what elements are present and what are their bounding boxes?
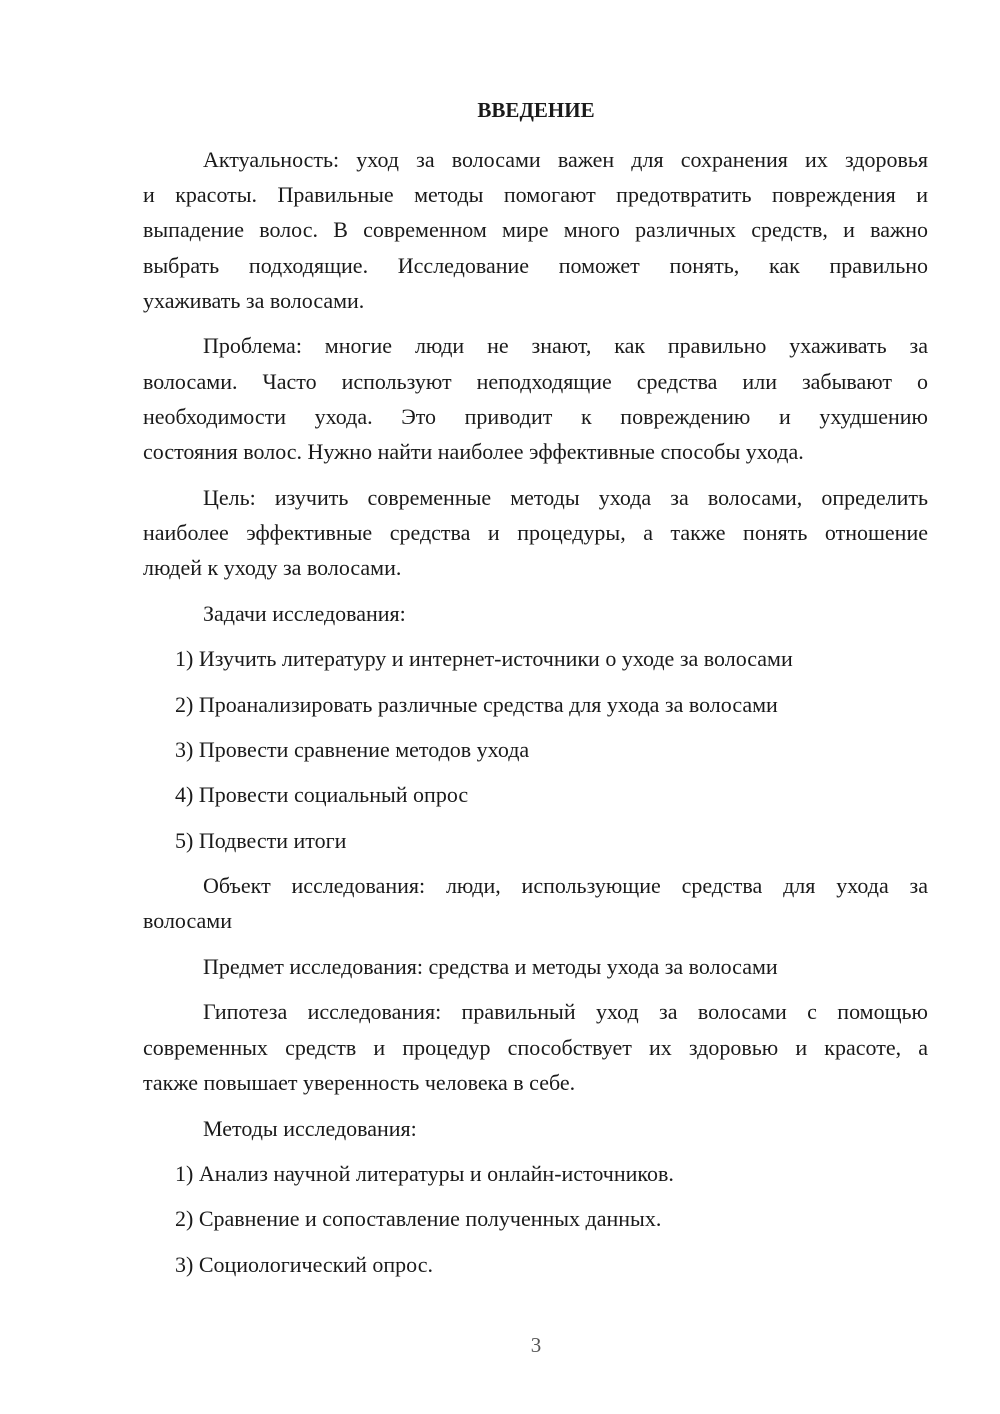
text-line: ухаживать за волосами. xyxy=(143,287,365,313)
problem-paragraph xyxy=(143,328,928,469)
task-item: 3) Провести сравнение методов ухода xyxy=(175,736,530,762)
text-line: волосами. Часто используют неподходящие средства или забывают о xyxy=(143,368,928,394)
goal-paragraph xyxy=(143,480,928,586)
method-item: 3) Социологический опрос. xyxy=(175,1251,433,1277)
text-line: Объект исследования: люди, использующие средства для ухода за xyxy=(203,873,928,899)
text-line: волосами xyxy=(143,908,232,934)
text-line: людей к уходу за волосами. xyxy=(143,555,402,581)
subject-paragraph: Предмет исследования: средства и методы ухода за волосами xyxy=(203,953,778,979)
document-body xyxy=(143,142,928,1292)
hypothesis-paragraph xyxy=(143,994,928,1100)
text-line: также повышает уверенность человека в себе. xyxy=(143,1069,576,1095)
object-paragraph xyxy=(143,868,928,938)
task-item: 2) Проанализировать различные средства для ухода за волосами xyxy=(175,691,778,717)
page-number: 3 xyxy=(530,1333,542,1357)
text-line: Актуальность: уход за волосами важен для сохранения их здоровья xyxy=(203,147,928,172)
text-line: и красоты. Правильные методы помогают предотвратить повреждения и xyxy=(143,182,928,208)
method-item: 2) Сравнение и сопоставление полученных данных. xyxy=(175,1206,662,1232)
text-line: выпадение волос. В современном мире много различных средств, и важно xyxy=(143,217,928,243)
task-item: 1) Изучить литературу и интернет-источники о уходе за волосами xyxy=(175,646,793,672)
text-line: состояния волос. Нужно найти наиболее эффективные способы ухода. xyxy=(143,439,804,464)
relevance-paragraph xyxy=(143,142,928,318)
text-line: Гипотеза исследования: правильный уход за волосами с помощью xyxy=(203,999,928,1025)
page-title: ВВЕДЕНИЕ xyxy=(477,98,595,122)
text-line: современных средств и процедур способствует их здоровью и красоте, а xyxy=(143,1034,928,1060)
text-line: выбрать подходящие. Исследование поможет понять, как правильно xyxy=(143,252,928,278)
text-line: Цель: изучить современные методы ухода за волосами, определить xyxy=(203,484,928,510)
text-line: Проблема: многие люди не знают, как правильно ухаживать за xyxy=(203,333,928,359)
task-item: 4) Провести социальный опрос xyxy=(175,782,469,808)
method-item: 1) Анализ научной литературы и онлайн-источников. xyxy=(175,1161,674,1187)
task-item: 5) Подвести итоги xyxy=(175,827,347,853)
text-line: наиболее эффективные средства и процедуры, а также понять отношение xyxy=(143,519,928,545)
text-line: необходимости ухода. Это приводит к повреждению и ухудшению xyxy=(143,403,928,429)
methods-heading: Методы исследования: xyxy=(203,1115,417,1141)
tasks-heading: Задачи исследования: xyxy=(203,600,406,626)
